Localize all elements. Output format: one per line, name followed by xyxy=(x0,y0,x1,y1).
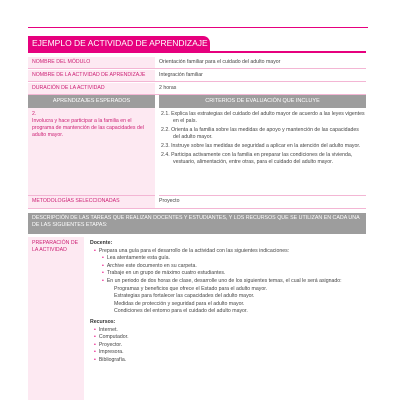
module-name-row xyxy=(28,57,366,69)
module-name-value: Orientación familiar para el cuidado del adulto mayor xyxy=(159,59,281,65)
duration-label: DURACIÓN DE LA ACTIVIDAD xyxy=(28,83,155,94)
list-item xyxy=(90,349,364,357)
preparation-label: PREPARACIÓN DE LA ACTIVIDAD xyxy=(28,237,84,400)
topic-text: Medidas de protección y seguridad para el adulto mayor. xyxy=(114,300,245,307)
bullet-icon: • xyxy=(94,356,96,363)
criteria-list xyxy=(159,108,366,196)
title-underline xyxy=(28,51,366,53)
resource-text: Computador. xyxy=(98,334,129,341)
criterion-item: 2.2. Orienta a la familia sobre las medidas de apoyo y mantención de las capacidades del adulto mayor. xyxy=(161,127,359,140)
bullet-icon: • xyxy=(94,341,96,348)
list-item xyxy=(90,263,364,271)
methodology-row xyxy=(28,196,366,209)
list-item xyxy=(90,248,364,256)
expected-learning xyxy=(28,108,155,196)
bullet-icon: • xyxy=(94,326,96,333)
learning-header: APRENDIZAJES ESPERADOS xyxy=(28,95,155,108)
activity-name-label: NOMBRE DE LA ACTIVIDAD DE APRENDIZAJE xyxy=(28,70,155,81)
resource-text: Impresora. xyxy=(98,349,124,356)
duration-row xyxy=(28,83,366,95)
learning-number: 2. xyxy=(32,111,37,117)
step-text: Trabaje en un grupo de máximo cuatro estudiantes. xyxy=(106,270,226,277)
list-item xyxy=(90,327,364,335)
task-description-band: DESCRIPCIÓN DE LAS TAREAS QUE REALIZAN DOCENTES Y ESTUDIANTES, Y LOS RECURSOS QUE SE UTILIZAN EN CADA UNA DE LAS SIGUIENTES ETAPAS: xyxy=(28,213,366,234)
bullet-icon: • xyxy=(94,334,96,341)
resource-text: Internet. xyxy=(98,326,118,333)
list-item xyxy=(90,278,364,286)
resource-text: Proyector. xyxy=(98,341,123,348)
docente-heading: Docente: xyxy=(90,240,113,246)
module-name-label: NOMBRE DEL MÓDULO xyxy=(28,57,155,68)
document-title: EJEMPLO DE ACTIVIDAD DE APRENDIZAJE xyxy=(28,36,210,51)
resources-heading: Recursos: xyxy=(90,318,116,325)
bullet-icon: • xyxy=(102,270,104,277)
methodology-value: Proyecto xyxy=(159,198,180,204)
bullet-icon: • xyxy=(94,247,96,254)
methodology-label: METODOLOGÍAS SELECCIONADAS xyxy=(28,196,155,208)
topic-text: Estrategias para fortalecer las capacidades del adulto mayor. xyxy=(114,293,255,300)
criterion-item: 2.3. Instruye sobre las medidas de seguridad a aplicar en la atención del adulto mayor. xyxy=(161,143,361,149)
criterion-item: 2.1. Explica las estrategias del cuidado del adulto mayor de acuerdo a las leyes vigentes en el país. xyxy=(161,111,365,124)
step-text: Lea atentamente esta guía. xyxy=(106,255,170,262)
duration-value: 2 horas xyxy=(159,85,177,91)
list-item xyxy=(90,255,364,263)
bullet-icon: • xyxy=(102,255,104,262)
bullet-icon: • xyxy=(102,277,104,284)
instructions-intro: Prepara una guía para el desarrollo de la actividad con las siguientes indicaciones: xyxy=(98,247,290,254)
top-divider xyxy=(28,27,368,28)
bullet-icon: • xyxy=(102,262,104,269)
activity-name-row xyxy=(28,70,366,82)
preparation-content xyxy=(88,237,366,400)
bullet-icon: • xyxy=(94,349,96,356)
step-text: En un periodo de dos horas de clase, desarrolle uno de los siguientes temas, el cual le será asignado: xyxy=(106,277,342,284)
resource-text: Bibliografía. xyxy=(98,356,127,363)
activity-name-value: Integración familiar xyxy=(159,72,203,78)
step-text: Archive este documento en su carpeta. xyxy=(106,262,197,269)
list-item xyxy=(90,342,364,350)
table-header xyxy=(28,95,366,108)
list-item xyxy=(90,334,364,342)
criteria-header: CRITERIOS DE EVALUACIÓN QUE INCLUYE xyxy=(159,95,366,108)
list-item xyxy=(90,270,364,278)
criterion-item: 2.4. Participa activamente con la familia en preparar las condiciones de la vivienda, vestuario, alimentación, entre otras, para el cuidado del adulto mayor. xyxy=(161,152,353,165)
topic-text: Programas y beneficios que ofrece el Estado para el adulto mayor. xyxy=(114,285,268,292)
list-item xyxy=(90,357,364,365)
topic-text: Condiciones del entorno para el cuidado del adulto mayor. xyxy=(114,308,248,315)
learning-text: Involucra y hace participar a la familia en el programa de mantención de las capacidades del adulto mayor. xyxy=(32,118,144,138)
